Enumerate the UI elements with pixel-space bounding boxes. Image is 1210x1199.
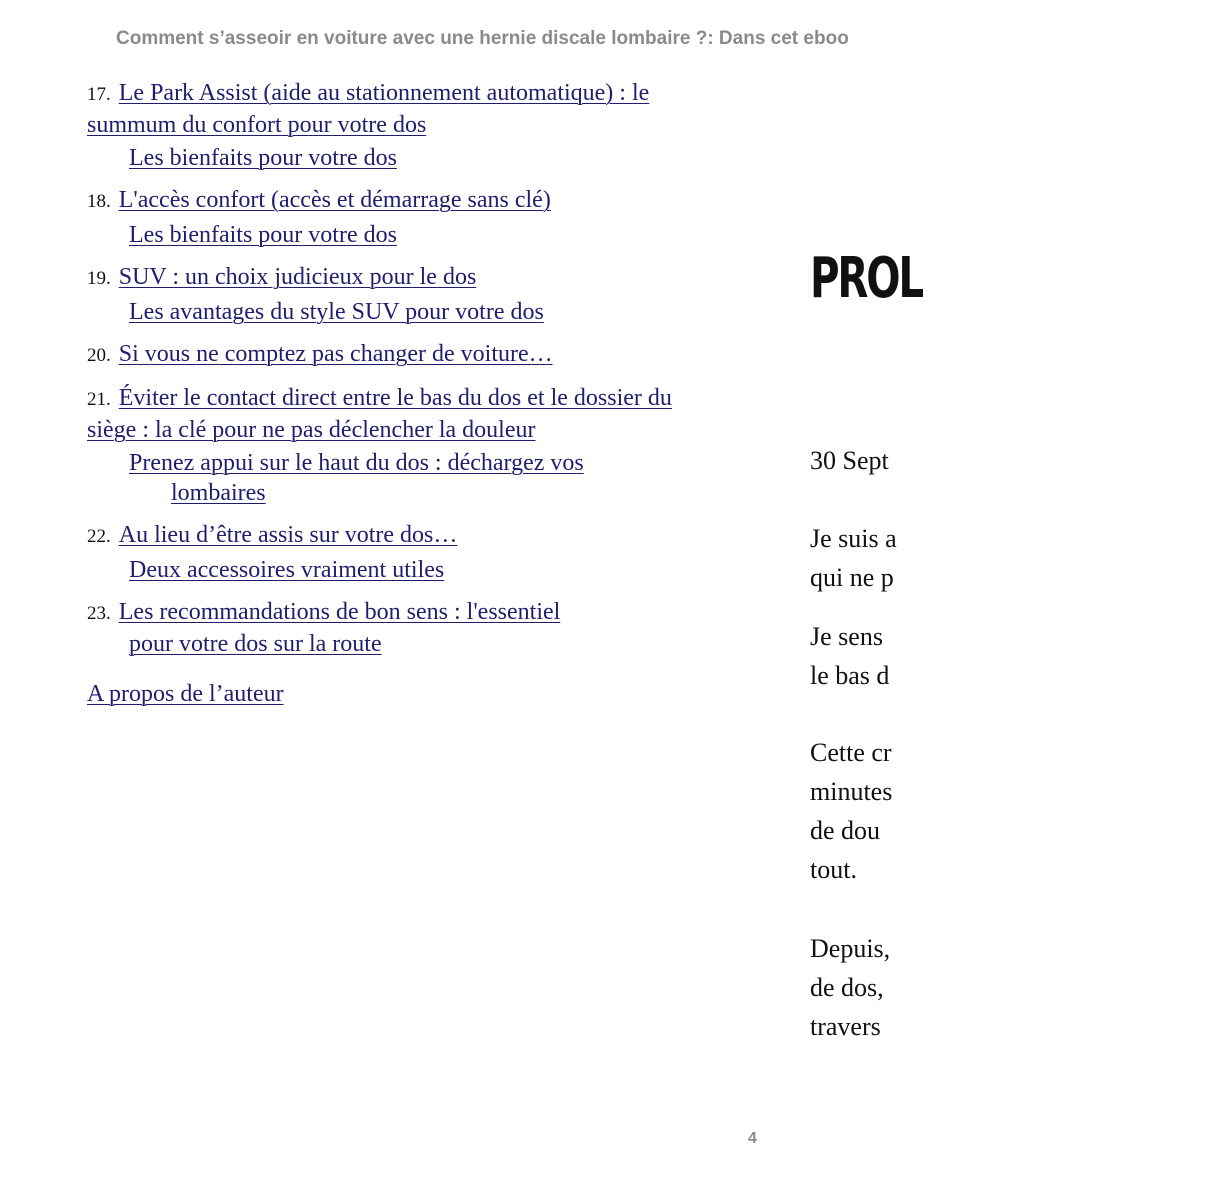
body-line: Depuis, [810,934,891,963]
toc-link[interactable]: L'accès confort (accès et démarrage sans clé) [118,187,551,213]
toc-entry-title [87,597,677,629]
toc-link[interactable]: SUV : un choix judicieux pour le dos [118,264,477,290]
body-line: le bas d [810,661,890,690]
about-author-link[interactable]: A propos de l’auteur [87,681,284,707]
toc-entry-title [87,78,677,140]
toc-entry-title [87,185,677,217]
page-number: 4 [748,1130,757,1147]
toc-entry-20 [87,339,677,371]
table-of-contents [87,78,677,709]
chapter-title: PROL [810,246,922,311]
toc-entry-number: 20. [87,345,111,366]
toc-subentry [87,143,677,173]
toc-author-entry [87,679,677,709]
toc-sublink[interactable]: Les bienfaits pour votre dos [129,145,397,171]
body-line: travers [810,1012,881,1041]
toc-entry-21 [87,383,677,508]
body-line: Je sens [810,622,883,651]
toc-sublink[interactable]: Les bienfaits pour votre dos [129,222,397,248]
toc-entry-number: 22. [87,526,111,547]
toc-subentry [87,297,677,327]
toc-entry-title [87,383,677,445]
toc-link[interactable]: Si vous ne comptez pas changer de voiture… [118,341,553,367]
toc-link[interactable]: Éviter le contact direct entre le bas du dos et le dossier du siège : la clé pour ne pas déclencher la douleur [87,385,672,443]
toc-link-continued[interactable]: pour votre dos sur la route [129,631,382,657]
body-line: de dos, [810,973,884,1002]
body-line: tout. [810,855,857,884]
toc-entry-17 [87,78,677,173]
book-title: Comment s’asseoir en voiture avec une hernie discale lombaire ?: Dans cet eboo [116,28,849,49]
toc-sublink[interactable]: Les avantages du style SUV pour votre dos [129,299,544,325]
toc-sublink[interactable]: Deux accessoires vraiment utiles [129,557,445,583]
toc-entry-title [87,262,677,294]
body-line: qui ne p [810,563,894,592]
toc-entry-18 [87,185,677,250]
body-line: Je suis a [810,524,897,553]
toc-entry-title [87,339,677,371]
toc-entry-number: 23. [87,603,111,624]
toc-entry-title [87,520,677,552]
toc-entry-number: 21. [87,389,111,410]
toc-link[interactable]: Le Park Assist (aide au stationnement automatique) : le summum du confort pour votre dos [87,80,650,138]
toc-entry-22 [87,520,677,585]
toc-entry-number: 18. [87,191,111,212]
next-page-preview [810,0,1210,1199]
body-line: Cette cr [810,738,892,767]
toc-entry-number: 19. [87,268,111,289]
toc-link[interactable]: Les recommandations de bon sens : l'essentiel [118,599,561,625]
body-line: 30 Sept [810,446,889,475]
toc-subentry [87,555,677,585]
toc-entry-19 [87,262,677,327]
toc-sublink[interactable]: Prenez appui sur le haut du dos : déchargez vos lombaires [129,450,584,506]
toc-link[interactable]: Au lieu d’être assis sur votre dos… [118,522,458,548]
toc-entry-23 [87,597,677,659]
toc-entry-title-continued [87,629,677,659]
body-line: de dou [810,816,881,845]
toc-subentry [87,220,677,250]
toc-entry-number: 17. [87,84,111,105]
toc-subentry [87,448,677,508]
body-line: minutes [810,777,893,806]
running-header [0,28,900,56]
